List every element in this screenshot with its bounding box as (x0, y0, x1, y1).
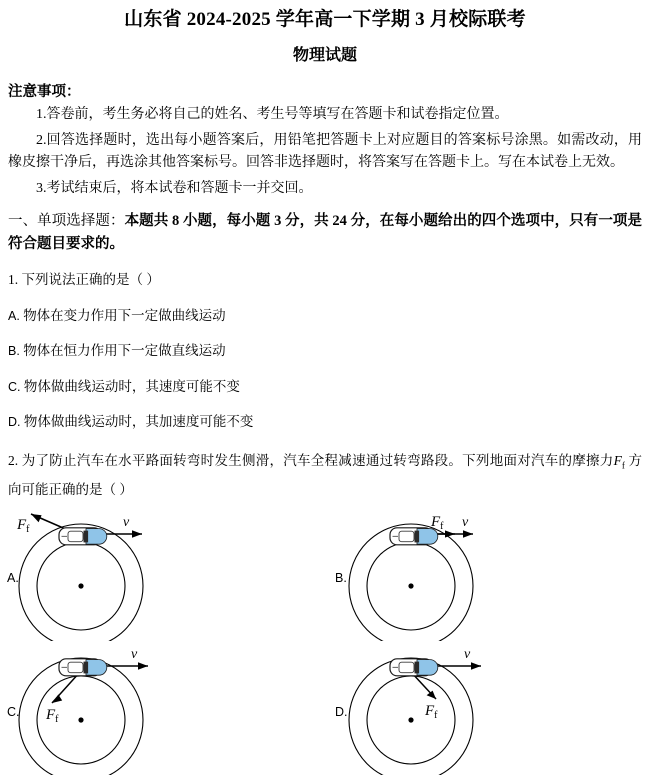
option-a-text: 物体在变力作用下一定做曲线运动 (23, 307, 226, 323)
exam-paper-page (0, 9, 650, 781)
question-2-figures (0, 507, 650, 775)
question-2-stem (8, 447, 642, 503)
figure-c-label: C. (7, 705, 20, 720)
velocity-label: v (123, 515, 130, 531)
figure-b-label: B. (335, 571, 347, 586)
friction-force-symbol: $F_f$ (613, 453, 625, 471)
figure-option-a (0, 507, 300, 641)
page-title-line-1: 山东省 2024-2025 学年高一下学期 3 月校际联考 (124, 9, 526, 30)
notice-item: 2.回答选择题时，选出每小题答案后，用铅笔把答题卡上对应题目的答案标号涂黑。如需改动，用橡皮擦干净后，再选涂其他答案标号。回答非选择题时，将答案写在答题卡上。写在本试卷上无效。 (8, 132, 642, 171)
option-d-label: D. (8, 415, 21, 430)
figure-option-d (335, 641, 635, 775)
center-point (78, 718, 83, 723)
option-b-label: B. (8, 344, 20, 359)
option-d-text: 物体做曲线运动时，其加速度可能不变 (23, 414, 254, 430)
friction-arrow-head (427, 691, 436, 699)
friction-force-subscript: f (621, 460, 625, 471)
figure-a-label: A. (7, 571, 19, 586)
option-b-text: 物体在恒力作用下一定做直线运动 (23, 343, 226, 359)
friction-arrow-head (31, 514, 42, 522)
option-c-text: 物体做曲线运动时，其速度可能不变 (23, 378, 240, 394)
center-point (78, 584, 83, 589)
friction-label: $F_f$ (46, 707, 59, 726)
figure-option-b (335, 507, 635, 641)
option-c (8, 376, 642, 398)
figure-d-label: D. (335, 705, 348, 720)
car-sprite (390, 659, 438, 676)
car-sprite (59, 528, 107, 545)
section-heading-prefix: 一、单项选择题： (8, 212, 125, 229)
notice-heading: 注意事项： (8, 83, 81, 100)
velocity-label: v (464, 647, 471, 663)
section-heading-bold: 本题共 8 小题，每小题 3 分，共 24 分，在每小题给出的四个选项中，只有一项是符合题目要求的。 (8, 212, 642, 252)
velocity-arrow-head (132, 530, 142, 538)
question-1-number: 1. (8, 272, 19, 288)
option-b (8, 340, 642, 362)
velocity-arrow-head (471, 662, 481, 670)
friction-label: $F_f$ (431, 514, 444, 533)
page-title-line-2: 物理试题 (292, 46, 357, 64)
notice-item: 3.考试结束后，将本试卷和答题卡一并交回。 (36, 181, 313, 196)
center-point (408, 718, 413, 723)
question-2-number: 2. (8, 453, 19, 469)
velocity-arrow-head (138, 662, 148, 670)
section-heading (8, 210, 642, 256)
velocity-label: v (462, 515, 469, 531)
car-sprite (390, 528, 438, 545)
velocity-arrow-head (463, 530, 473, 538)
car-sprite (59, 659, 107, 676)
center-point (408, 584, 413, 589)
option-a-label: A. (8, 308, 20, 323)
velocity-label: v (131, 647, 138, 663)
friction-arrow-head (52, 695, 62, 704)
question-2-stem-part-1: 为了防止汽车在水平路面转弯时发生侧滑，汽车全程减速通过转弯路段。下列地面对汽车的摩擦力 (21, 453, 614, 469)
figure-option-c (0, 641, 300, 775)
question-1-stem (8, 269, 642, 291)
option-c-label: C. (8, 379, 21, 394)
question-2-stem-part-2: 方向可能正确的是（ ） (8, 453, 643, 497)
friction-label: $F_f$ (17, 517, 30, 536)
friction-arrow-head (445, 531, 455, 538)
notice-item: 1.答卷前，考生务必将自己的姓名、考生号等填写在答题卡和试卷指定位置。 (36, 106, 509, 122)
question-1-options (0, 305, 650, 433)
option-a (8, 305, 642, 327)
friction-label: $F_f$ (425, 703, 438, 722)
question-1-stem-text: 下列说法正确的是（ ） (21, 272, 160, 288)
option-d (8, 411, 642, 433)
